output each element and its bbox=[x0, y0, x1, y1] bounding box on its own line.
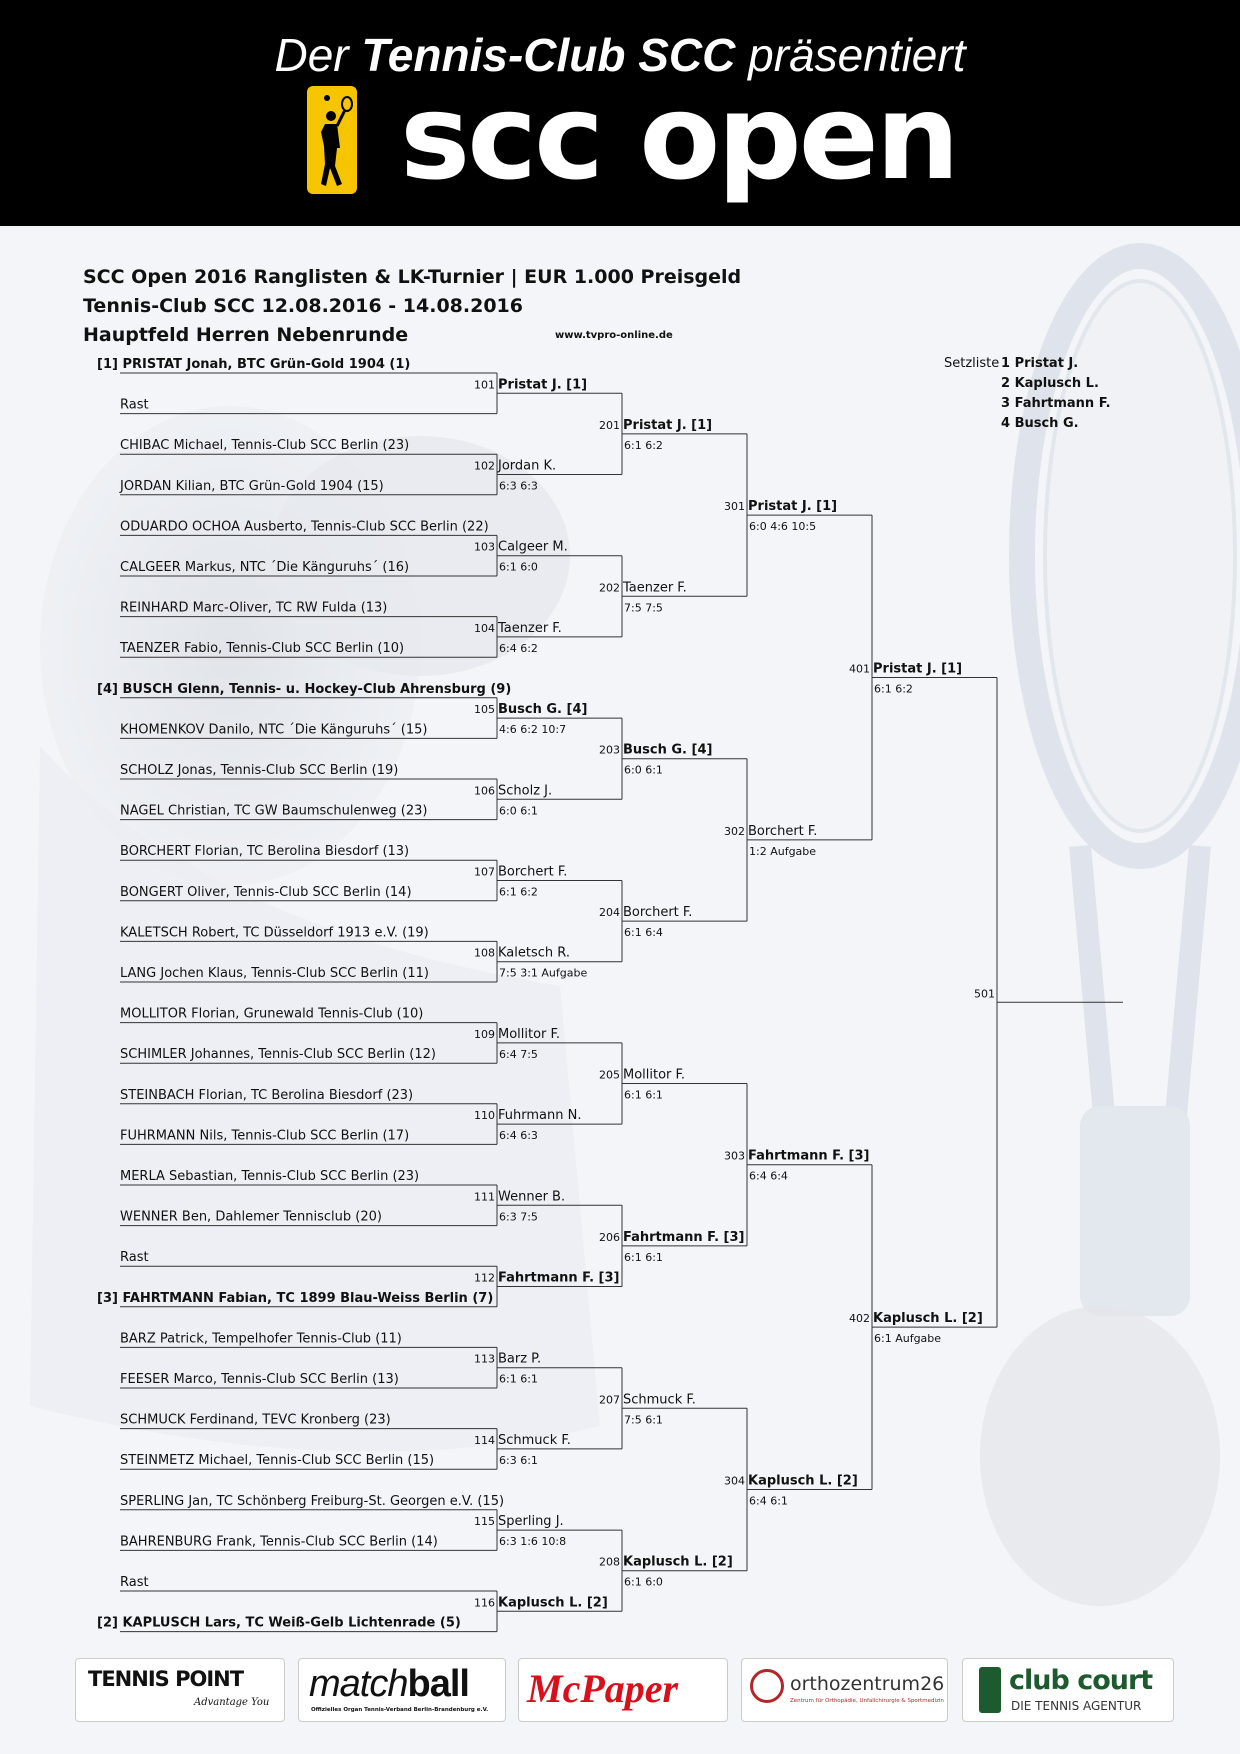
match-score: 1:2 Aufgabe bbox=[749, 844, 817, 858]
match-number: 112 bbox=[474, 1271, 495, 1285]
club-court-tagline: DIE TENNIS AGENTUR bbox=[1011, 1699, 1142, 1713]
match-winner: Taenzer F. bbox=[498, 620, 562, 636]
match-number: 111 bbox=[474, 1190, 495, 1204]
draw-entry: KHOMENKOV Danilo, NTC ´Die Känguruhs´ (15) bbox=[120, 722, 428, 738]
orthozentrum-logo: orthozentrum26 bbox=[790, 1673, 945, 1695]
match-winner: Barz P. bbox=[498, 1351, 542, 1367]
tennis-point-logo: TENNIS POINT bbox=[88, 1667, 244, 1691]
draw-entry: TAENZER Fabio, Tennis-Club SCC Berlin (10) bbox=[120, 641, 405, 657]
match-score: 6:1 6:2 bbox=[499, 885, 538, 899]
match-score: 6:4 6:2 bbox=[499, 641, 538, 655]
draw-entry: FEESER Marco, Tennis-Club SCC Berlin (13) bbox=[120, 1372, 399, 1387]
match-winner: Pristat J. [1] bbox=[623, 417, 713, 433]
mcpaper-logo: McPaper bbox=[527, 1666, 679, 1711]
match-number: 204 bbox=[599, 906, 620, 920]
match-score: 6:3 7:5 bbox=[499, 1210, 538, 1224]
match-score: 6:0 6:1 bbox=[499, 804, 538, 818]
event-title: SCC Open 2016 Ranglisten & LK-Turnier | EUR 1.000 Preisgeld bbox=[83, 266, 742, 288]
match-number: 115 bbox=[474, 1515, 495, 1529]
draw-entry: BORCHERT Florian, TC Berolina Biesdorf (13) bbox=[120, 844, 410, 860]
draw-entry: STEINMETZ Michael, Tennis-Club SCC Berlin (15) bbox=[120, 1453, 435, 1469]
match-score: 6:0 4:6 10:5 bbox=[749, 520, 817, 534]
match-number: 206 bbox=[599, 1230, 620, 1244]
draw-entry: CALGEER Markus, NTC ´Die Känguruhs´ (16) bbox=[120, 560, 410, 575]
orthozentrum-tagline: Zentrum für Orthopädie, Unfallchirurgie & Sportmedizin bbox=[790, 1698, 944, 1704]
draw-entry: SCHMUCK Ferdinand, TEVC Kronberg (23) bbox=[120, 1412, 391, 1428]
match-winner: Pristat J. [1] bbox=[498, 377, 588, 393]
match-number: 208 bbox=[599, 1555, 620, 1569]
draw-entry: ODUARDO OCHOA Ausberto, Tennis-Club SCC Berlin (22) bbox=[120, 519, 489, 535]
sponsor-bar bbox=[0, 1658, 1240, 1754]
draw-entry: FUHRMANN Nils, Tennis-Club SCC Berlin (17) bbox=[120, 1128, 410, 1144]
sponsor-club-court[interactable] bbox=[962, 1658, 1174, 1722]
match-number: 109 bbox=[474, 1027, 495, 1041]
match-winner: Busch G. [4] bbox=[498, 702, 588, 718]
match-winner: Wenner B. bbox=[498, 1189, 566, 1205]
draw-entry: Rast bbox=[120, 1250, 149, 1266]
match-score: 6:0 6:1 bbox=[624, 763, 663, 777]
club-court-logo: club court bbox=[1009, 1665, 1153, 1696]
match-winner: Busch G. [4] bbox=[623, 742, 713, 758]
match-number: 205 bbox=[599, 1068, 620, 1082]
match-score: 6:4 7:5 bbox=[499, 1047, 538, 1061]
draw-entry: SPERLING Jan, TC Schönberg Freiburg-St. Georgen e.V. (15) bbox=[120, 1493, 505, 1509]
match-score: 4:6 6:2 10:7 bbox=[499, 723, 567, 737]
match-number: 102 bbox=[474, 459, 495, 473]
match-winner: Kaplusch L. [2] bbox=[748, 1473, 858, 1489]
draw-entry: [3] FAHRTMANN Fabian, TC 1899 Blau-Weiss Berlin (7) bbox=[97, 1290, 494, 1306]
match-winner: Pristat J. [1] bbox=[748, 499, 838, 515]
match-winner: Schmuck F. bbox=[498, 1432, 571, 1448]
match-score: 7:5 7:5 bbox=[624, 601, 663, 615]
tennis-point-tagline: Advantage You bbox=[194, 1697, 270, 1708]
match-number: 104 bbox=[474, 621, 495, 635]
match-score: 6:3 6:1 bbox=[499, 1453, 538, 1467]
seed-3: 3 Fahrtmann F. bbox=[1001, 396, 1111, 411]
draw-entry: SCHOLZ Jonas, Tennis-Club SCC Berlin (19) bbox=[120, 763, 399, 778]
scc-open-logo: scc open bbox=[400, 68, 957, 206]
match-number: 113 bbox=[474, 1352, 495, 1366]
draw-entry: Rast bbox=[120, 1575, 149, 1590]
match-winner: Jordan K. bbox=[498, 458, 557, 474]
match-number: 116 bbox=[474, 1596, 495, 1610]
orthozentrum-logo-icon bbox=[750, 1669, 784, 1703]
draw-entry: CHIBAC Michael, Tennis-Club SCC Berlin (23) bbox=[120, 438, 410, 454]
seed-list-label: Setzliste bbox=[944, 356, 1000, 371]
match-score: 6:3 6:3 bbox=[499, 479, 538, 493]
match-number: 110 bbox=[474, 1109, 495, 1123]
club-court-logo-icon bbox=[979, 1667, 1001, 1713]
match-score: 6:1 6:2 bbox=[874, 682, 913, 696]
draw-entry: NAGEL Christian, TC GW Baumschulenweg (23) bbox=[120, 803, 428, 819]
tagline: Der Tennis-Club SCC präsentiert bbox=[274, 29, 966, 81]
sponsor-tennis-point[interactable] bbox=[75, 1658, 285, 1722]
match-score: 6:1 6:0 bbox=[624, 1575, 663, 1589]
draw-entry: WENNER Ben, Dahlemer Tennisclub (20) bbox=[120, 1209, 382, 1225]
draw-entry: REINHARD Marc-Oliver, TC RW Fulda (13) bbox=[120, 600, 388, 616]
match-score: 6:1 6:1 bbox=[624, 1088, 663, 1102]
draw-entry: BAHRENBURG Frank, Tennis-Club SCC Berlin (14) bbox=[120, 1534, 438, 1550]
match-winner: Borchert F. bbox=[623, 905, 693, 921]
match-winner: Fahrtmann F. [3] bbox=[748, 1148, 870, 1164]
match-score: 6:1 6:0 bbox=[499, 560, 538, 574]
match-number: 108 bbox=[474, 946, 495, 960]
sponsor-orthozentrum[interactable] bbox=[741, 1658, 948, 1722]
match-score: 6:4 6:1 bbox=[749, 1494, 788, 1508]
draw-entry: BONGERT Oliver, Tennis-Club SCC Berlin (14) bbox=[120, 884, 412, 900]
match-winner: Kaplusch L. [2] bbox=[623, 1554, 733, 1570]
draw-entry: KALETSCH Robert, TC Düsseldorf 1913 e.V. (19) bbox=[120, 925, 429, 941]
match-winner: Fuhrmann N. bbox=[498, 1108, 582, 1124]
match-score: 6:1 6:1 bbox=[624, 1250, 663, 1264]
match-number: 501 bbox=[974, 987, 995, 1001]
match-winner: Kaletsch R. bbox=[498, 945, 570, 961]
match-winner: Calgeer M. bbox=[498, 539, 568, 555]
draw-entry: MOLLITOR Florian, Grunewald Tennis-Club (10) bbox=[120, 1006, 424, 1022]
match-score: 6:4 6:4 bbox=[749, 1169, 788, 1183]
draw-entry: JORDAN Kilian, BTC Grün-Gold 1904 (15) bbox=[120, 478, 384, 494]
match-number: 203 bbox=[599, 743, 620, 757]
sponsor-matchball[interactable] bbox=[298, 1658, 506, 1722]
match-winner: Sperling J. bbox=[498, 1514, 564, 1530]
draw-entry: [1] PRISTAT Jonah, BTC Grün-Gold 1904 (1) bbox=[97, 357, 411, 372]
match-winner: Schmuck F. bbox=[623, 1392, 696, 1408]
match-score: 6:4 6:3 bbox=[499, 1129, 538, 1143]
seed-4: 4 Busch G. bbox=[1001, 416, 1079, 431]
match-winner: Fahrtmann F. [3] bbox=[498, 1270, 620, 1286]
matchball-logo: matchball bbox=[309, 1663, 469, 1705]
draw-entry: [2] KAPLUSCH Lars, TC Weiß-Gelb Lichtenrade (5) bbox=[97, 1615, 461, 1631]
match-winner: Kaplusch L. [2] bbox=[873, 1311, 983, 1327]
match-number: 201 bbox=[599, 418, 620, 432]
match-winner: Taenzer F. bbox=[623, 580, 687, 596]
draw-entry: Rast bbox=[120, 397, 149, 413]
draw-entry: LANG Jochen Klaus, Tennis-Club SCC Berlin (11) bbox=[120, 966, 429, 981]
match-winner: Pristat J. [1] bbox=[873, 661, 963, 677]
match-winner: Borchert F. bbox=[748, 823, 818, 839]
match-winner: Scholz J. bbox=[498, 783, 553, 799]
seed-2: 2 Kaplusch L. bbox=[1001, 376, 1099, 391]
match-winner: Kaplusch L. [2] bbox=[498, 1595, 608, 1611]
match-number: 107 bbox=[474, 865, 495, 879]
match-number: 303 bbox=[724, 1149, 745, 1163]
match-winner: Borchert F. bbox=[498, 864, 568, 880]
match-number: 106 bbox=[474, 784, 495, 798]
matchball-tagline: Offizielles Organ Tennis-Verband Berlin-Brandenburg e.V. bbox=[311, 1707, 489, 1713]
match-number: 105 bbox=[474, 703, 495, 717]
draw-entry: SCHIMLER Johannes, Tennis-Club SCC Berlin (12) bbox=[120, 1047, 436, 1063]
match-winner: Fahrtmann F. [3] bbox=[623, 1229, 745, 1245]
draw-entry: MERLA Sebastian, Tennis-Club SCC Berlin (23) bbox=[120, 1169, 420, 1184]
match-score: 6:3 1:6 10:8 bbox=[499, 1535, 567, 1549]
match-number: 202 bbox=[599, 581, 620, 595]
match-number: 207 bbox=[599, 1393, 620, 1407]
website-link[interactable]: www.tvpro-online.de bbox=[555, 330, 673, 341]
match-score: 6:1 6:1 bbox=[499, 1372, 538, 1386]
match-winner: Mollitor F. bbox=[623, 1067, 686, 1083]
draw-entry: BARZ Patrick, Tempelhofer Tennis-Club (11) bbox=[120, 1331, 402, 1347]
draw-entry: STEINBACH Florian, TC Berolina Biesdorf (23) bbox=[120, 1087, 414, 1103]
match-number: 401 bbox=[849, 662, 870, 676]
match-number: 301 bbox=[724, 500, 745, 514]
match-number: 114 bbox=[474, 1433, 495, 1447]
match-score: 6:1 6:4 bbox=[624, 926, 663, 940]
seed-1: 1 Pristat J. bbox=[1001, 356, 1079, 371]
match-winner: Mollitor F. bbox=[498, 1026, 561, 1042]
match-number: 302 bbox=[724, 824, 745, 838]
match-score: 7:5 3:1 Aufgabe bbox=[499, 966, 588, 980]
match-number: 402 bbox=[849, 1312, 870, 1326]
match-score: 6:1 Aufgabe bbox=[874, 1332, 942, 1346]
match-score: 7:5 6:1 bbox=[624, 1413, 663, 1427]
match-number: 304 bbox=[724, 1474, 745, 1488]
sponsor-mcpaper[interactable] bbox=[518, 1658, 728, 1722]
draw-name: Hauptfeld Herren Nebenrunde bbox=[83, 324, 409, 346]
match-number: 101 bbox=[474, 378, 495, 392]
draw-entry: [4] BUSCH Glenn, Tennis- u. Hockey-Club Ahrensburg (9) bbox=[97, 681, 512, 697]
match-score: 6:1 6:2 bbox=[624, 438, 663, 452]
match-number: 103 bbox=[474, 540, 495, 554]
event-venue-dates: Tennis-Club SCC 12.08.2016 - 14.08.2016 bbox=[83, 295, 523, 317]
